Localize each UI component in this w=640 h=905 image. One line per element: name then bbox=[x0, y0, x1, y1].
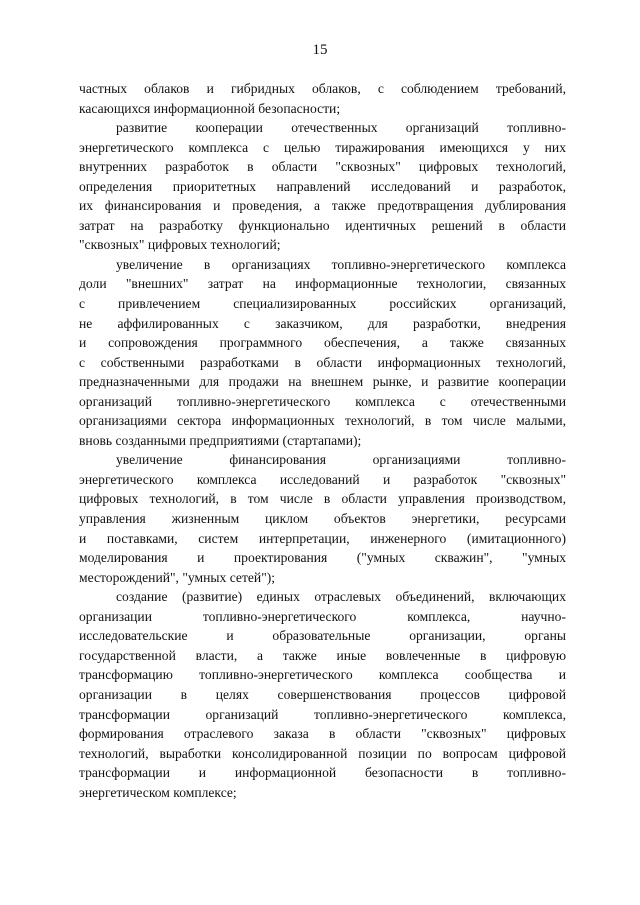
text-line: с привлечением специализированных российских организаций, bbox=[79, 296, 566, 312]
text-line: энергетического комплекса с целью тиражирования имеющихся у них bbox=[79, 139, 566, 155]
paragraph bbox=[79, 587, 566, 802]
text-line: их финансирования и проведения, а также предотвращения дублирования bbox=[79, 198, 566, 214]
text-line: предназначенными для продажи на внешнем рынке, и развитие кооперации bbox=[79, 374, 566, 390]
text-line: развитие кооперации отечественных организаций топливно- bbox=[116, 120, 566, 136]
text-line: не аффилированных с заказчиком, для разработки, внедрения bbox=[79, 315, 566, 331]
paragraph bbox=[79, 118, 566, 255]
text-line: моделирования и проектирования ("умных скважин", "умных bbox=[79, 550, 566, 566]
text-line: управления жизненным циклом объектов энергетики, ресурсами bbox=[79, 511, 566, 527]
paragraph bbox=[79, 255, 566, 450]
paragraph bbox=[79, 79, 566, 118]
paragraph bbox=[79, 450, 566, 587]
text-line: увеличение в организациях топливно-энергетического комплекса bbox=[116, 256, 566, 272]
text-line: "сквозных" цифровых технологий; bbox=[79, 237, 281, 253]
text-line: организаций топливно-энергетического комплекса с отечественными bbox=[79, 393, 566, 409]
text-line: государственной власти, а также иные вовлеченные в цифровую bbox=[79, 647, 566, 663]
text-line: и сопровождения программного обеспечения, а также связанных bbox=[79, 335, 566, 351]
text-line: технологий, выработки консолидированной позиции по вопросам цифровой bbox=[79, 745, 566, 761]
text-line: организациями сектора информационных технологий, в том числе малыми, bbox=[79, 413, 566, 429]
text-line: цифровых технологий, в том числе в области управления производством, bbox=[79, 491, 566, 507]
text-line: создание (развитие) единых отраслевых объединений, включающих bbox=[116, 589, 566, 605]
text-line: энергетического комплекса исследований и разработок "сквозных" bbox=[79, 471, 566, 487]
text-line: касающихся информационной безопасности; bbox=[79, 100, 341, 116]
text-line: организации топливно-энергетического комплекса, научно- bbox=[79, 608, 566, 624]
text-line: исследовательские и образовательные организации, органы bbox=[79, 628, 566, 644]
text-line: энергетическом комплексе; bbox=[79, 784, 237, 800]
text-line: частных облаков и гибридных облаков, с соблюдением требований, bbox=[79, 81, 566, 96]
text-line: трансформацию топливно-энергетического комплекса сообщества и bbox=[79, 667, 566, 683]
body-text bbox=[79, 79, 566, 802]
text-line: с собственными разработками в области информационных технологий, bbox=[79, 354, 566, 370]
text-line: доли "внешних" затрат на информационные технологии, связанных bbox=[79, 276, 566, 292]
page-number: 15 bbox=[312, 42, 328, 58]
text-line: затрат на разработку функционально идентичных решений в области bbox=[79, 217, 566, 233]
text-line: формирования отраслевого заказа в области "сквозных" цифровых bbox=[79, 726, 566, 742]
text-line: внутренних разработок в области "сквозных" цифровых технологий, bbox=[79, 159, 566, 175]
text-line: вновь созданными предприятиями (стартапами); bbox=[79, 432, 362, 448]
text-line: определения приоритетных направлений исследований и разработок, bbox=[79, 178, 566, 194]
text-line: организации в целях совершенствования процессов цифровой bbox=[79, 686, 566, 702]
text-line: месторождений", "умных сетей"); bbox=[79, 569, 276, 585]
text-line: увеличение финансирования организациями топливно- bbox=[116, 452, 566, 468]
text-line: трансформации организаций топливно-энергетического комплекса, bbox=[79, 706, 566, 722]
text-line: и поставками, систем интерпретации, инженерного (имитационного) bbox=[79, 530, 566, 546]
text-line: трансформации и информационной безопасности в топливно- bbox=[79, 765, 566, 781]
